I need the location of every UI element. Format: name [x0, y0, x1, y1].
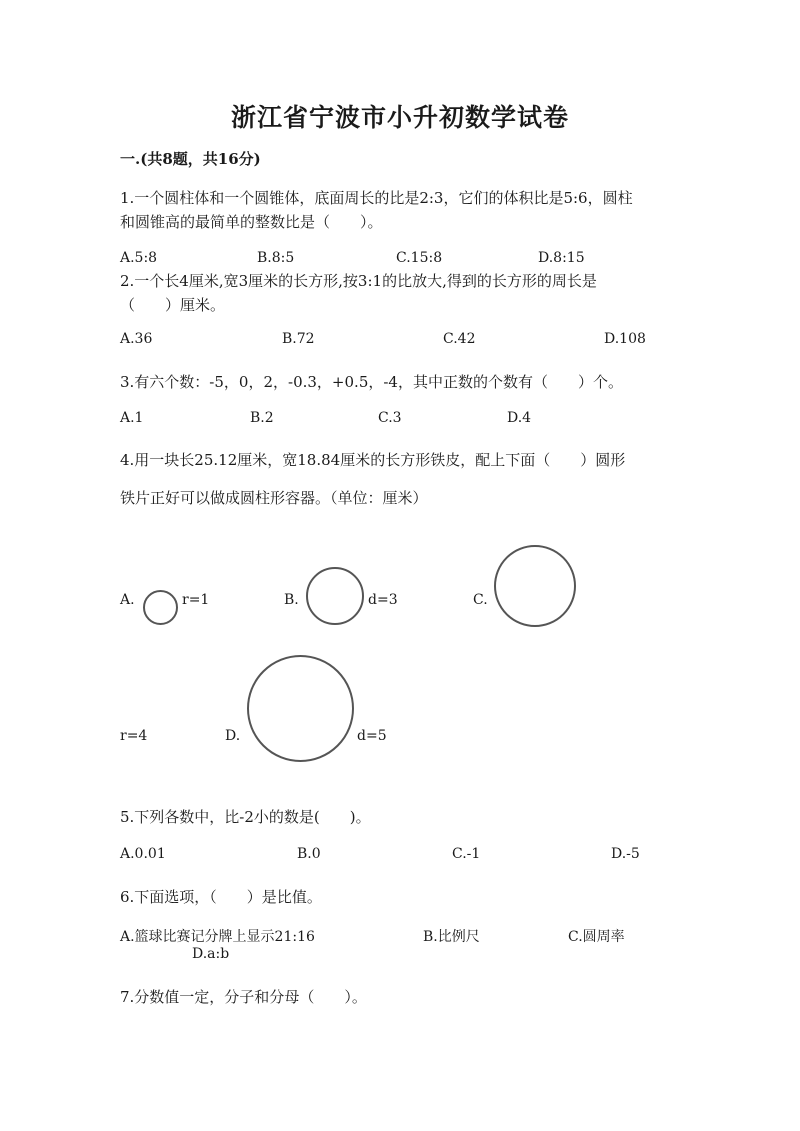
question-5-option-d: D.-5 — [611, 846, 640, 862]
question-2-option-b: B.72 — [282, 331, 315, 347]
question-6-option-a: A.篮球比赛记分牌上显示21:16 — [120, 929, 315, 945]
question-4-option-d: D. — [225, 728, 241, 744]
question-7-line-1: 7.分数值一定，分子和分母（ ）。 — [120, 988, 367, 1006]
section-heading: 一.(共8题，共16分) — [120, 150, 261, 168]
circle-a-label: r=1 — [182, 592, 210, 608]
question-1-option-a: A.5:8 — [120, 250, 158, 266]
circle-b-shape — [306, 567, 364, 625]
question-2-option-d: D.108 — [604, 331, 646, 347]
question-6-line-1: 6.下面选项，（ ）是比值。 — [120, 888, 322, 906]
question-2-line-1: 2.一个长4厘米,宽3厘米的长方形,按3:1的比放大,得到的长方形的周长是 — [120, 272, 597, 290]
question-3-option-b: B.2 — [250, 410, 274, 426]
question-4-line-2: 铁片正好可以做成圆柱形容器。（单位：厘米） — [120, 489, 428, 507]
question-1-line-1: 1.一个圆柱体和一个圆锥体，底面周长的比是2:3，它们的体积比是5:6，圆柱 — [120, 189, 633, 207]
question-1-option-b: B.8:5 — [257, 250, 295, 266]
circle-d-label: d=5 — [357, 728, 387, 744]
circle-a-shape — [143, 590, 178, 625]
question-6-option-d: D.a:b — [192, 946, 230, 962]
circle-c-label: r=4 — [120, 728, 148, 744]
question-1-line-2: 和圆锥高的最简单的整数比是（ ）。 — [120, 213, 383, 231]
question-4-option-b: B. — [284, 592, 299, 608]
question-5-line-1: 5.下列各数中，比-2小的数是( )。 — [120, 808, 371, 826]
page-title: 浙江省宁波市小升初数学试卷 — [230, 103, 569, 132]
question-3-option-d: D.4 — [507, 410, 532, 426]
question-5-option-c: C.-1 — [452, 846, 481, 862]
question-6-option-c: C.圆周率 — [568, 929, 625, 945]
question-1-option-d: D.8:15 — [538, 250, 585, 266]
question-6-option-b: B.比例尺 — [423, 929, 480, 945]
question-4-option-c: C. — [473, 592, 488, 608]
question-3-option-a: A.1 — [120, 410, 144, 426]
question-2-option-a: A.36 — [120, 331, 153, 347]
question-5-option-b: B.0 — [297, 846, 321, 862]
question-4-option-a: A. — [120, 592, 135, 608]
circle-b-label: d=3 — [368, 592, 398, 608]
circle-d-shape — [247, 655, 354, 762]
question-1-option-c: C.15:8 — [396, 250, 443, 266]
circle-c-shape — [494, 545, 576, 627]
question-2-line-2: （ ）厘米。 — [120, 296, 226, 314]
question-3-line-1: 3.有六个数：-5，0，2，-0.3，+0.5，-4，其中正数的个数有（ ）个。 — [120, 373, 623, 391]
question-2-option-c: C.42 — [443, 331, 476, 347]
question-5-option-a: A.0.01 — [120, 846, 166, 862]
question-3-option-c: C.3 — [378, 410, 402, 426]
question-4-line-1: 4.用一块长25.12厘米，宽18.84厘米的长方形铁皮，配上下面（ ）圆形 — [120, 451, 626, 469]
